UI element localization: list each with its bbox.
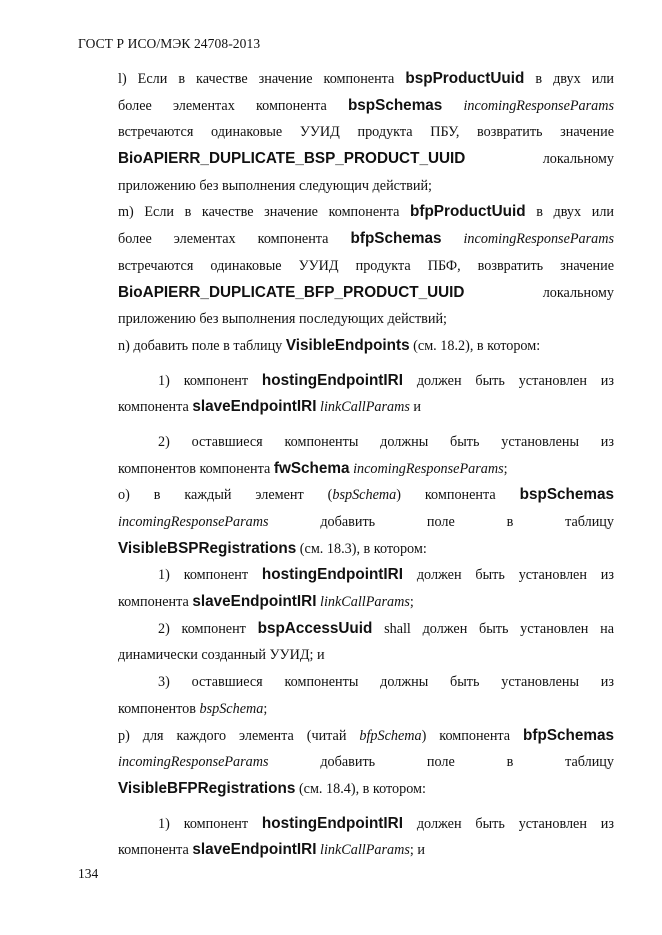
term-bold: fwSchema xyxy=(273,459,350,477)
text-line xyxy=(118,66,614,93)
text-line xyxy=(118,93,614,120)
term-bold: BioAPIERR_DUPLICATE_BSP_PRODUCT_UUID xyxy=(118,150,466,168)
text-run: ; xyxy=(503,460,508,477)
text-run: ; xyxy=(409,594,414,611)
text-line xyxy=(118,589,614,616)
text-line xyxy=(118,173,614,200)
text-run: должен быть установлен из xyxy=(402,567,614,584)
text-line xyxy=(118,669,614,696)
text-run: компонента xyxy=(118,594,193,611)
text-line xyxy=(118,253,614,280)
term-italic: linkCallParams xyxy=(320,399,410,416)
term-italic: incomingResponseParams xyxy=(353,460,504,477)
text-run: ; xyxy=(263,700,268,717)
text-run: 2) оставшиеся компоненты должны быть установлены из xyxy=(158,433,614,450)
term-bold: bspSchemas xyxy=(347,96,443,114)
text-run: 1) компонент xyxy=(158,815,262,832)
text-run: приложению без выполнения следующич действий; xyxy=(118,177,432,194)
term-bold: VisibleEndpoints xyxy=(285,336,410,354)
text-run: l) Если в качестве значение компонента xyxy=(118,71,406,87)
term-bold: hostingEndpointIRI xyxy=(261,566,403,584)
text-run: компонентов xyxy=(118,700,200,717)
text-line xyxy=(118,394,614,421)
text-line xyxy=(118,562,614,589)
term-bold: hostingEndpointIRI xyxy=(261,371,403,389)
text-line xyxy=(118,368,614,395)
text-line xyxy=(118,146,614,173)
term-bold: slaveEndpointIRI xyxy=(192,398,317,416)
text-run: m) Если в качестве значение компонента xyxy=(118,204,411,221)
text-run: компонента xyxy=(118,842,193,859)
text-line xyxy=(118,429,614,456)
page-number: 134 xyxy=(78,866,99,881)
term-italic: bspSchema xyxy=(332,487,397,504)
text-run: (см. 18.2), в котором: xyxy=(409,337,541,354)
text-line xyxy=(118,333,614,360)
text-run: ; и xyxy=(409,842,425,859)
text-line xyxy=(118,226,614,253)
term-bold: VisibleBSPRegistrations xyxy=(118,539,297,557)
text-line xyxy=(118,306,614,333)
term-italic: linkCallParams xyxy=(320,594,410,611)
term-italic: bfpSchema xyxy=(359,727,422,744)
term-bold: VisibleBFPRegistrations xyxy=(118,779,296,797)
body-text xyxy=(118,66,614,864)
term-bold: bfpSchemas xyxy=(350,230,442,248)
text-line xyxy=(118,696,614,723)
text-line xyxy=(118,723,614,750)
document-header: ГОСТ Р ИСО/МЭК 24708-2013 xyxy=(78,36,261,51)
text-run: встречаются одинаковые УУИД продукта ПБФ, возвратить значение xyxy=(118,257,614,274)
term-bold: bfpProductUuid xyxy=(410,203,526,221)
text-line xyxy=(118,119,614,146)
text-run: 3) оставшиеся компоненты должны быть установлены из xyxy=(158,674,614,691)
text-line xyxy=(118,616,614,643)
text-run: 1) компонент xyxy=(158,567,262,584)
text-run: локальному xyxy=(465,151,614,168)
text-run: (см. 18.4), в котором: xyxy=(295,780,426,797)
text-line xyxy=(118,811,614,838)
text-line xyxy=(118,482,614,509)
term-italic: incomingResponseParams xyxy=(118,514,269,530)
text-line xyxy=(118,509,614,536)
text-run: (см. 18.3), в котором: xyxy=(296,540,427,557)
term-bold: slaveEndpointIRI xyxy=(192,841,317,859)
text-run: приложению без выполнения последующих действий; xyxy=(118,311,447,328)
text-run: более элементах компонента xyxy=(118,231,351,248)
text-run: ) компонента xyxy=(421,727,524,744)
term-italic: incomingResponseParams xyxy=(463,231,615,248)
term-bold: slaveEndpointIRI xyxy=(192,593,317,611)
term-bold: bspAccessUuid xyxy=(257,619,373,637)
term-bold: bspProductUuid xyxy=(405,70,525,87)
text-line xyxy=(118,837,614,864)
text-run: в двух или xyxy=(525,204,614,221)
text-line xyxy=(118,199,614,226)
text-run: 2) компонент xyxy=(158,620,258,637)
text-line xyxy=(118,280,614,307)
text-run: компонента xyxy=(118,399,193,416)
text-line xyxy=(118,456,614,483)
text-run xyxy=(442,98,463,114)
term-italic: bspSchema xyxy=(199,700,264,717)
text-run: должен быть установлен из xyxy=(402,372,614,389)
text-run: p) для каждого элемента (читай xyxy=(118,727,360,744)
text-run: n) добавить поле в таблицу xyxy=(118,337,286,354)
term-bold: BioAPIERR_DUPLICATE_BFP_PRODUCT_UUID xyxy=(118,283,465,301)
term-bold: bspSchemas xyxy=(519,486,614,504)
text-line xyxy=(118,749,614,776)
text-run: встречаются одинаковые УУИД продукта ПБУ, возвратить значение xyxy=(118,124,614,141)
term-italic: linkCallParams xyxy=(320,842,410,859)
text-run: в двух или xyxy=(524,71,614,87)
text-run: и xyxy=(409,399,421,416)
text-run: компонентов компонента xyxy=(118,460,274,477)
text-run: добавить поле в таблицу xyxy=(268,514,614,530)
text-line xyxy=(118,642,614,669)
text-run xyxy=(441,231,463,247)
text-run: добавить поле в таблицу xyxy=(268,754,614,771)
text-run: локальному xyxy=(464,284,614,301)
text-run: более элементах компонента xyxy=(118,97,348,114)
text-line xyxy=(118,776,614,803)
text-run: 1) компонент xyxy=(158,372,262,389)
text-run: должен быть установлен из xyxy=(402,815,614,832)
term-italic: incomingResponseParams xyxy=(463,97,615,114)
text-line xyxy=(118,536,614,563)
text-run: ) компонента xyxy=(396,487,520,504)
term-bold: hostingEndpointIRI xyxy=(261,814,403,832)
term-bold: bfpSchemas xyxy=(523,726,614,744)
term-italic: incomingResponseParams xyxy=(118,754,269,771)
text-run: shall должен быть установлен на xyxy=(372,620,614,637)
text-run: o) в каждый элемент ( xyxy=(118,487,333,504)
text-run: динамически созданный УУИД; и xyxy=(118,647,325,664)
